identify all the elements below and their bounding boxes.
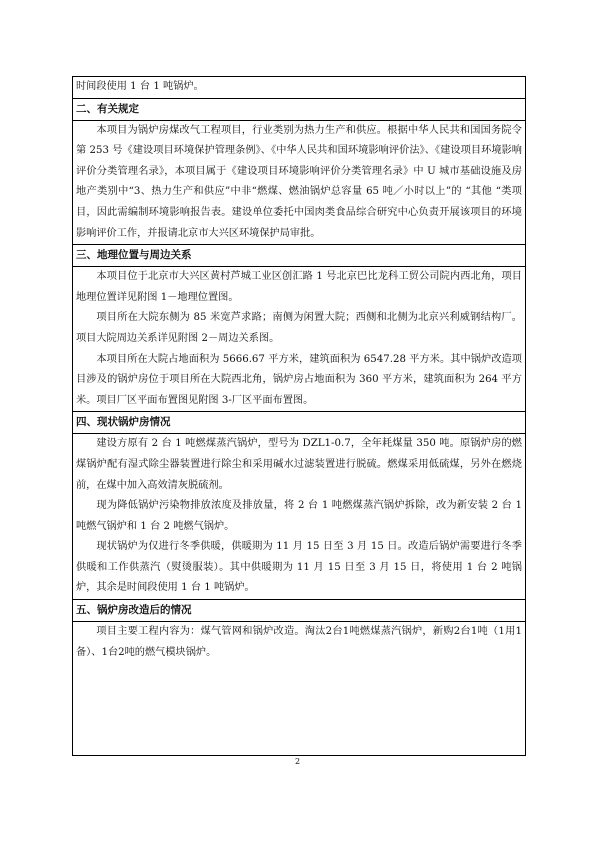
section-body-location [73,267,525,412]
paragraph: 本项目为锅炉房煤改气工程项目，行业类别为热力生产和供应。根据中华人民共和国国务院令第 253 号《建设项目环境保护管理条例》、《中华人民共和国环境影响评价法》、《建设项目环境影响评价分类管理名录》，本项目属于《建设项目环境影响评价分类管理名录》中 U 城市基础设施及房地产类别中“3、热力生产和供应”中非“燃煤、燃油锅炉总容量 65 吨／小时以上”的 “其他 “类项目，因此需编制环境影响报告表。建设单位委托中国肉类食品综合研究中心负责开展该项目的环境影响评价工作，并报请北京市大兴区环境保护局审批。 [76,124,522,239]
section-heading-regulations: 二、有关规定 [73,99,525,121]
section-heading-location: 三、地理位置与周边关系 [73,245,525,267]
section-heading-after: 五、锅炉房改造后的情况 [73,600,525,622]
paragraph: 现为降低锅炉污染物排放浓度及排放量，将 2 台 1 吨燃煤蒸汽锅炉拆除，改为新安装 2 台 1 吨燃气锅炉和 1 台 2 吨燃气锅炉。 [76,500,522,532]
section-body-status [73,434,525,600]
paragraph: 时间段使用 1 台 1 吨锅炉。 [76,81,204,92]
paragraph: 本项目所在大院占地面积为 5666.67 平方米，建筑面积为 6547.28 平方米。其中锅炉改造项目涉及的锅炉房位于项目所在大院西北角，锅炉房占地面积为 360 平方米，建筑面积为 264 平方米。项目厂区平面布置图见附图 3-厂区平面布置图。 [76,353,522,406]
page-number: 2 [294,757,301,766]
section-heading-status: 四、现状锅炉房情况 [73,412,525,434]
paragraph: 建设方原有 2 台 1 吨燃煤蒸汽锅炉，型号为 DZL1-0.7，全年耗煤量 350 吨。原锅炉房的燃煤锅炉配有湿式除尘器装置进行除尘和采用碱水过滤装置进行脱硫。燃煤采用低硫煤，另外在燃烧前，在煤中加入高效清灰脱硫剂。 [76,438,522,491]
paragraph: 现状锅炉为仅进行冬季供暖，供暖期为 11 月 15 日至 3 月 15 日。改造后锅炉需要进行冬季供暖和工作供蒸汽（熨烫服装）。其中供暖期为 11 月 15 日至 3 月 15 日，将使用 1 台 2 吨锅炉，其余是时间段使用 1 台 1 吨锅炉。 [76,541,522,594]
paragraph: 项目主要工程内容为：煤气管网和锅炉改造。淘汰2台1吨燃煤蒸汽锅炉，新购2台1吨（1用1备）、1台2吨的燃气模块锅炉。 [76,626,522,658]
section-body-regulations [73,121,525,246]
section-body-after [73,622,525,663]
report-table [72,76,526,756]
paragraph: 本项目位于北京市大兴区黄村芦城工业区创汇路 1 号北京巴比龙科工贸公司院内西北角，项目地理位置详见附图 1－地理位置图。 [76,271,522,303]
paragraph: 项目所在大院东侧为 85 米宽芦求路；南侧为闲置大院；西侧和北侧为北京兴利威钢结构厂。项目大院周边关系详见附图 2－周边关系图。 [76,312,522,344]
continued-text-cell [73,77,525,99]
